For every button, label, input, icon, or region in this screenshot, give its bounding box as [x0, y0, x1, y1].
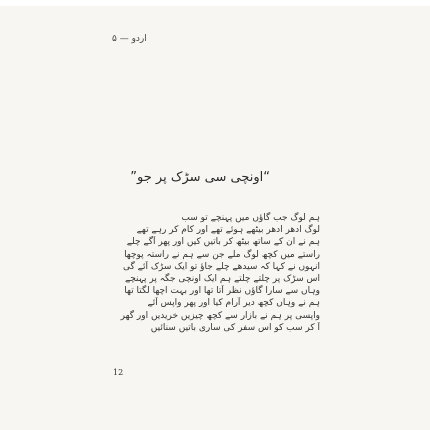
page-number: 12	[113, 368, 124, 377]
chapter-title: “اونچی سی سڑک پر جو”	[130, 170, 270, 185]
text-line: ہم لوگ جب گاؤں میں پہنچے تو سب	[181, 213, 320, 223]
text-line: انہوں نے کہا کہ سیدھے چلے جاؤ تو ایک سڑک آئے گی	[123, 261, 320, 272]
text-line: واپسی پر ہم نے بازار سے کچھ چیزیں خریدیں اور گھر	[120, 310, 320, 321]
body-text	[110, 212, 320, 334]
top-margin	[0, 0, 430, 6]
text-line: ہم نے ان کے ساتھ بیٹھ کر باتیں کیں اور پھر آگے چلے	[126, 237, 320, 248]
text-line: راستے میں کچھ لوگ ملے جن سے ہم نے راستہ پوچھا	[124, 249, 320, 260]
text-line: اس سڑک پر چلتے چلتے ہم ایک اونچی جگہ پر پہنچے	[124, 273, 320, 284]
text-line: وہاں سے سارا گاؤں نظر آتا تھا اور بہت اچھا لگتا تھا	[124, 286, 320, 297]
text-line: ہم نے وہاں کچھ دیر آرام کیا اور پھر واپس آئے	[147, 298, 320, 309]
text-line: آ کر سب کو اس سفر کی ساری باتیں سنائیں	[150, 322, 320, 333]
running-header: اردو — ۵	[112, 34, 147, 44]
text-line: لوگ ادھر ادھر بیٹھے ہوئے تھے اور کام کر رہے تھے	[136, 225, 320, 236]
